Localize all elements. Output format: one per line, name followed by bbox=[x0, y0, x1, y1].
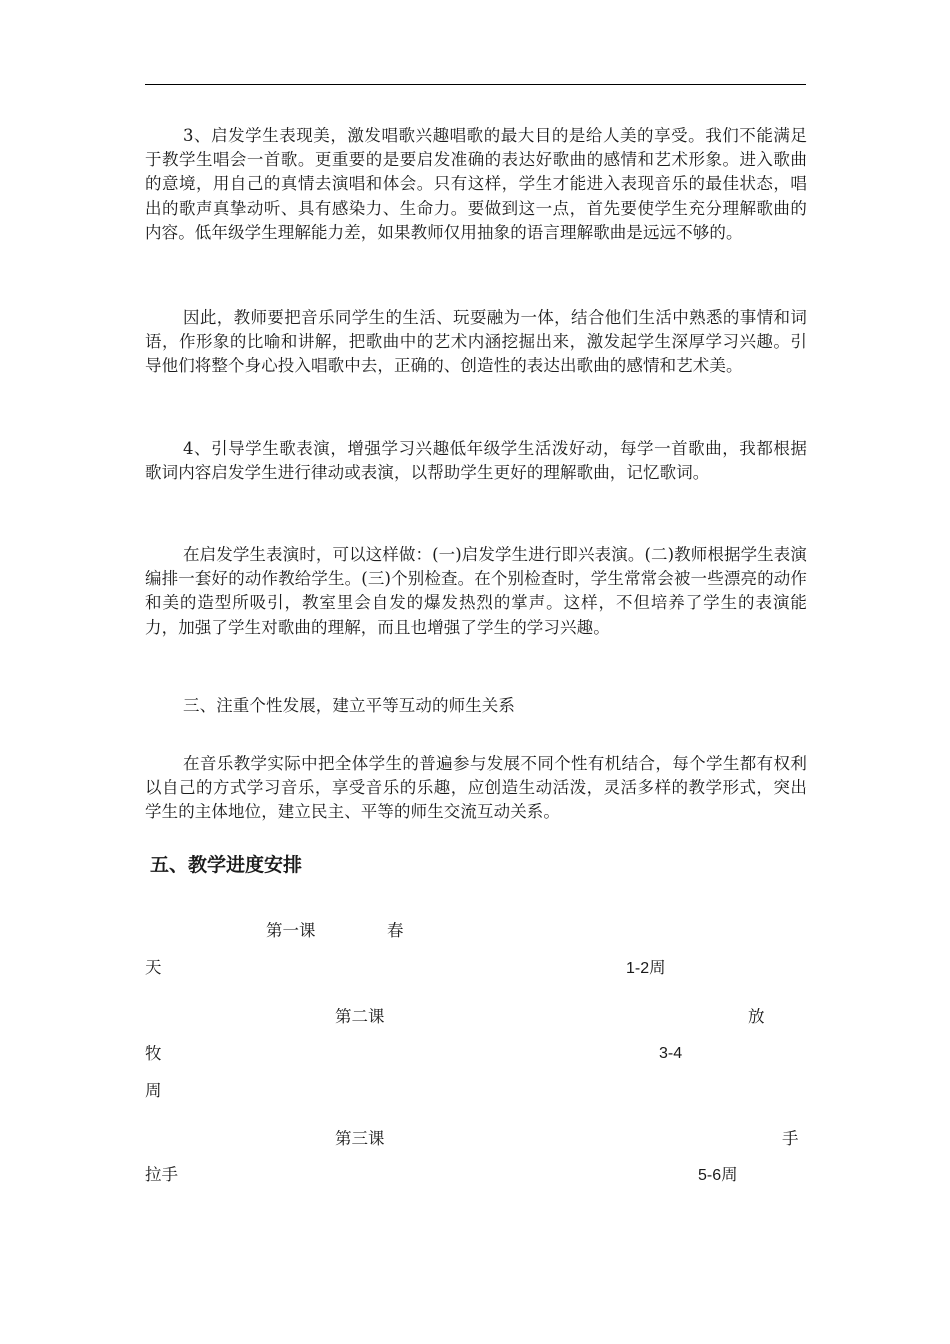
lesson-1-title-start: 春 bbox=[387, 921, 404, 940]
lesson-3-label: 第三课 bbox=[335, 1129, 385, 1148]
lesson-1-weeks-unit: 周 bbox=[649, 958, 666, 977]
lesson-2-label: 第二课 bbox=[335, 1007, 385, 1026]
paragraph-3-inspire-expression: 3、启发学生表现美，激发唱歌兴趣唱歌的最大目的是给人美的享受。我们不能满足于教学生唱会一首歌。更重要的是要启发准确的表达好歌曲的感情和艺术形象。进入歌曲的意境，用自己的真情去演唱和体会。只有这样，学生才能进入表现音乐的最佳状态，唱出的歌声真挚动听、具有感染力、生命力。要做到这一点，首先要使学生充分理解歌曲的内容。低年级学生理解能力差，如果教师仅用抽象的语言理解歌曲是远远不够的。 bbox=[145, 126, 807, 242]
lesson-2-title-start: 放 bbox=[748, 1007, 765, 1026]
lesson-3-weeks-unit: 周 bbox=[721, 1165, 738, 1184]
paragraph-4-song-performance: 4、引导学生歌表演，增强学习兴趣低年级学生活泼好动，每学一首歌曲，我都根据歌词内容启发学生进行律动或表演，以帮助学生更好的理解歌曲，记忆歌词。 bbox=[145, 439, 807, 483]
section-heading-schedule: 五、教学进度安排 bbox=[150, 854, 303, 876]
subheading-individual-development: 三、注重个性发展，建立平等互动的师生关系 bbox=[183, 696, 515, 715]
header-rule bbox=[145, 84, 806, 85]
paragraph-performance-steps: 在启发学生表演时，可以这样做：(一)启发学生进行即兴表演。(二)教师根据学生表演编排一套好的动作教给学生。(三)个别检查。在个别检查时，学生常常会被一些漂亮的动作和美的造型所吸引，教室里会自发的爆发热烈的掌声。这样，不但培养了学生的表演能力，加强了学生对歌曲的理解，而且也增强了学生的学习兴趣。 bbox=[145, 545, 807, 637]
lesson-2-title-end: 牧 bbox=[145, 1044, 162, 1063]
lesson-3-weeks-range: 5-6 bbox=[698, 1167, 722, 1184]
paragraph-therefore: 因此，教师要把音乐同学生的生活、玩耍融为一体，结合他们生活中熟悉的事情和词语，作形象的比喻和讲解，把歌曲中的艺术内涵挖掘出来，激发起学生深厚学习兴趣。引导他们将整个身心投入唱歌中去，正确的、创造性的表达出歌曲的感情和艺术美。 bbox=[145, 308, 807, 376]
lesson-2-weeks-unit: 周 bbox=[145, 1081, 162, 1100]
paragraph-teacher-student-relations: 在音乐教学实际中把全体学生的普遍参与发展不同个性有机结合，每个学生都有权利以自己的方式学习音乐，享受音乐的乐趣，应创造生动活泼，灵活多样的教学形式，突出学生的主体地位，建立民主、平等的师生交流互动关系。 bbox=[145, 754, 807, 822]
lesson-3-title-end: 拉手 bbox=[145, 1165, 178, 1184]
lesson-3-title-start: 手 bbox=[782, 1129, 799, 1148]
lesson-3-weeks bbox=[698, 1164, 738, 1187]
lesson-1-title-end: 天 bbox=[145, 958, 162, 977]
lesson-1-label: 第一课 bbox=[266, 921, 316, 940]
lesson-2-weeks-range: 3-4 bbox=[659, 1045, 683, 1062]
lesson-1-weeks bbox=[626, 957, 666, 980]
lesson-1-weeks-range: 1-2 bbox=[626, 960, 650, 977]
